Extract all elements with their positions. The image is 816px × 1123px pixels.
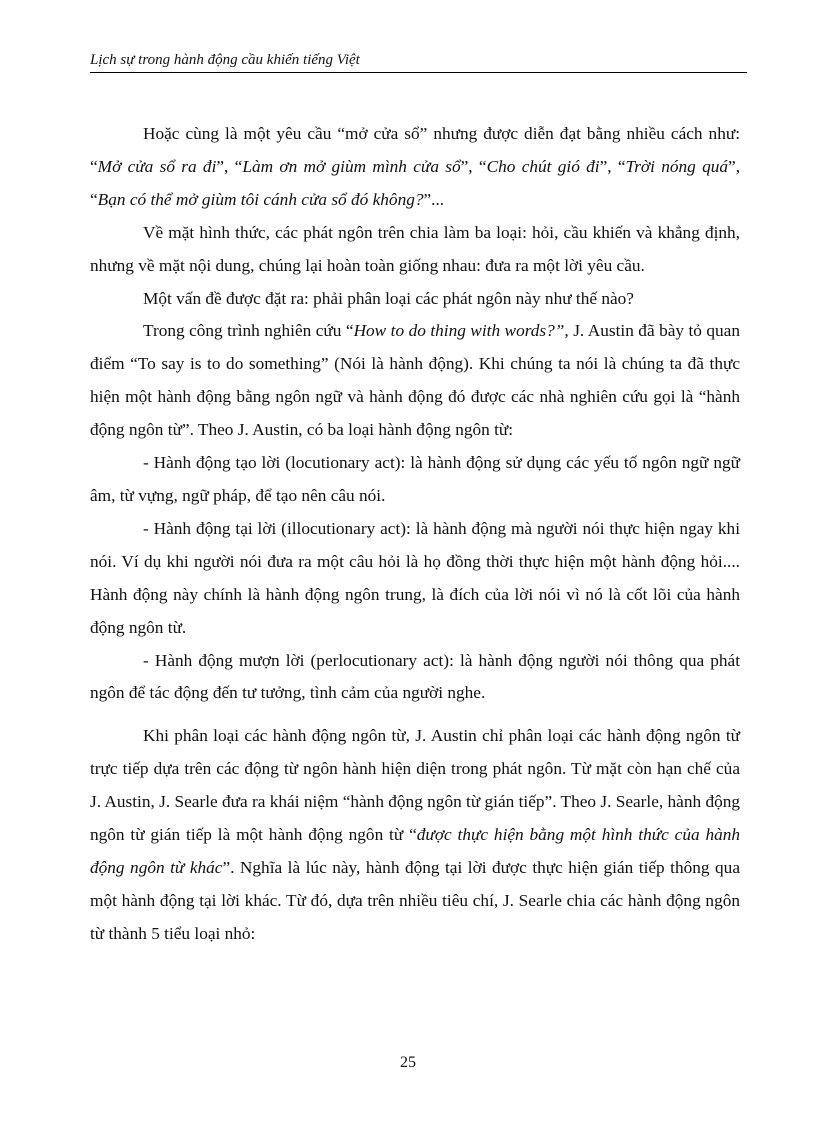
paragraph: [90, 283, 740, 316]
text-run: ”, “: [216, 156, 243, 176]
italic-run: Làm ơn mở giùm mình cửa sổ: [242, 156, 461, 176]
italic-run: Bạn có thể mở giùm tôi cánh cửa sổ đó không?: [97, 189, 424, 209]
text-run: Hoặc cùng là một yêu cầu “mở cửa sổ” nhưng được diễn đạt bằng nhiều cách như: “: [90, 124, 740, 176]
paragraph: [90, 447, 740, 513]
text-run: J. Austin đã bày tỏ quan điểm “To say is to do something” (Nói là hành động). Khi chúng ta nói là chúng ta đã thực hiện một hành động bằng ngôn ngữ và hành động đó được các nhà nghiên cứu gọi là “hành động ngôn từ”. Theo J. Austin, có ba loại hành động ngôn từ:: [90, 321, 740, 440]
text-run: ”, “: [599, 156, 626, 176]
text-run: Một vấn đề được đặt ra: phải phân loại các phát ngôn này như thế nào?: [143, 288, 634, 308]
paragraph: [90, 217, 740, 283]
page-number: 25: [400, 1054, 416, 1071]
paragraph: [90, 645, 740, 711]
italic-run: Cho chút gió đi: [486, 156, 600, 176]
text-run: - Hành động tại lời (illocutionary act): là hành động mà người nói thực hiện ngay khi nói. Ví dụ khi người nói đưa ra một câu hỏi là họ đồng thời thực hiện một hành động hỏi.... Hành động này chính là hành động ngôn trung, là đích của lời nói vì nó là cốt lõi của hành động ngôn từ.: [90, 518, 740, 637]
text-run: ”, “: [90, 156, 741, 209]
text-run: - Hành động mượn lời (perlocutionary act): là hành động người nói thông qua phát ngôn để tác động đến tư tưởng, tình cảm của người nghe.: [90, 650, 740, 703]
text-run: ”...: [423, 189, 445, 209]
text-run: ”. Nghĩa là lúc này, hành động tại lời được thực hiện gián tiếp thông qua một hành động tại lời khác. Từ đó, dựa trên nhiều tiêu chí, J. Searle chia các hành động ngôn từ thành 5 tiểu loại nhỏ:: [90, 857, 740, 943]
italic-run: How to do thing with words?”,: [353, 321, 569, 341]
paragraph: [90, 315, 740, 447]
text-run: Khi phân loại các hành động ngôn từ, J. Austin chỉ phân loại các hành động ngôn từ trực tiếp dựa trên các động từ ngôn hành hiện diện trong phát ngôn. Từ mặt còn hạn chế của J. Austin, J. Searle đưa ra khái niệm “hành động ngôn từ gián tiếp”. Theo J. Searle, hành động ngôn từ gián tiếp là một hành động ngôn từ “: [90, 726, 741, 845]
paragraph: [90, 720, 740, 950]
text-run: Về mặt hình thức, các phát ngôn trên chia làm ba loại: hỏi, cầu khiến và khẳng định, nhưng về mặt nội dung, chúng lại hoàn toàn giống nhau: đưa ra một lời yêu cầu.: [90, 222, 740, 275]
text-run: Trong công trình nghiên cứu “: [143, 321, 354, 341]
italic-run: Mở cửa sổ ra đi: [97, 156, 217, 176]
italic-run: được thực hiện bằng một hình thức của hành động ngôn từ khác: [90, 825, 741, 877]
paragraph: [90, 513, 740, 645]
running-header: Lịch sự trong hành động cầu khiến tiếng Việt: [90, 50, 747, 73]
paragraph: [90, 118, 740, 217]
italic-run: Trời nóng quá: [625, 156, 729, 176]
text-run: ”, “: [460, 156, 487, 176]
body-text: [90, 118, 740, 951]
text-run: - Hành động tạo lời (locutionary act): là hành động sử dụng các yếu tố ngôn ngữ ngữ âm, từ vựng, ngữ pháp, để tạo nên câu nói.: [90, 453, 740, 505]
